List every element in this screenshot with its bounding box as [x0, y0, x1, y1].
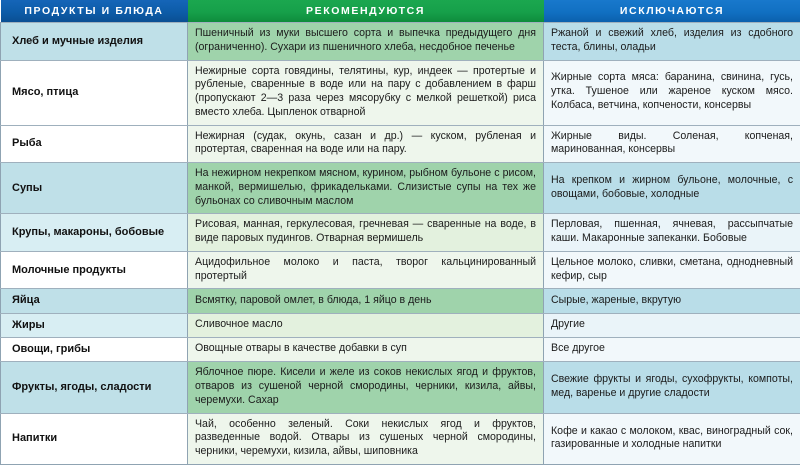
cell-product-category: Фрукты, ягоды, сладости: [1, 362, 188, 413]
cell-product-category: Супы: [1, 163, 188, 214]
table-row: [1, 413, 800, 464]
table-body: [1, 23, 800, 465]
table-row: [1, 338, 800, 362]
header-row: [1, 0, 800, 23]
table-row: [1, 23, 800, 61]
table-row: [1, 60, 800, 125]
cell-recommended-foods: Рисовая, манная, геркулесовая, гречневая — сваренные на воде, в виде паровых пудингов. Отварная вермишель: [188, 214, 544, 252]
cell-recommended-foods: Чай, особенно зеленый. Соки некислых ягод и фруктов, разведенные водой. Отвары из сушеных черной смородины, черники, черемухи, кизила, айвы, шиповника: [188, 413, 544, 464]
table-row: [1, 163, 800, 214]
column-header-recommended: РЕКОМЕНДУЮТСЯ: [188, 0, 544, 23]
cell-recommended-foods: Яблочное пюре. Кисели и желе из соков некислых ягод и фруктов, отваров из сушеной черной смородины, черники, кизила, айвы, черемухи. Сахар: [188, 362, 544, 413]
cell-excluded-foods: Цельное молоко, сливки, сметана, однодневный кефир, сыр: [544, 251, 800, 289]
cell-excluded-foods: Перловая, пшенная, ячневая, рассыпчатые каши. Макаронные запеканки. Бобовые: [544, 214, 800, 252]
cell-excluded-foods: Кофе и какао с молоком, квас, виноградный сок, газированные и холодные напитки: [544, 413, 800, 464]
cell-recommended-foods: Нежирная (судак, окунь, сазан и др.) — куском, рубленая и протертая, сваренная на воде или на пару.: [188, 125, 544, 163]
table-row: [1, 289, 800, 313]
table-header: [1, 0, 800, 23]
cell-recommended-foods: Всмятку, паровой омлет, в блюда, 1 яйцо в день: [188, 289, 544, 313]
cell-product-category: Рыба: [1, 125, 188, 163]
cell-product-category: Напитки: [1, 413, 188, 464]
cell-product-category: Овощи, грибы: [1, 338, 188, 362]
cell-excluded-foods: Другие: [544, 313, 800, 337]
table-row: [1, 251, 800, 289]
cell-excluded-foods: Свежие фрукты и ягоды, сухофрукты, компоты, мед, варенье и другие сладости: [544, 362, 800, 413]
cell-excluded-foods: Жирные виды. Соленая, копченая, маринованная, консервы: [544, 125, 800, 163]
cell-product-category: Яйца: [1, 289, 188, 313]
cell-excluded-foods: На крепком и жирном бульоне, молочные, с овощами, бобовые, холодные: [544, 163, 800, 214]
cell-excluded-foods: Ржаной и свежий хлеб, изделия из сдобного теста, блины, оладьи: [544, 23, 800, 61]
cell-product-category: Хлеб и мучные изделия: [1, 23, 188, 61]
column-header-excluded: ИСКЛЮЧАЮТСЯ: [544, 0, 800, 23]
cell-excluded-foods: Сырые, жареные, вкрутую: [544, 289, 800, 313]
cell-excluded-foods: Все другое: [544, 338, 800, 362]
table-row: [1, 362, 800, 413]
cell-recommended-foods: Сливочное масло: [188, 313, 544, 337]
cell-product-category: Молочные продукты: [1, 251, 188, 289]
cell-recommended-foods: Нежирные сорта говядины, телятины, кур, индеек — протертые и рубленые, сваренные в воде или на пару с добавлением в фарш (пропускают 2—3 раза через мясорубку с мелкой решеткой) риса вместо хлеба. Цыпленок отварной: [188, 60, 544, 125]
cell-product-category: Жиры: [1, 313, 188, 337]
table-row: [1, 313, 800, 337]
column-header-products: ПРОДУКТЫ И БЛЮДА: [1, 0, 188, 23]
cell-recommended-foods: Овощные отвары в качестве добавки в суп: [188, 338, 544, 362]
cell-recommended-foods: Пшеничный из муки высшего сорта и выпечка предыдущего дня (ограниченно). Сухари из пшеничного хлеба, несдобное печенье: [188, 23, 544, 61]
cell-product-category: Мясо, птица: [1, 60, 188, 125]
cell-recommended-foods: На нежирном некрепком мясном, курином, рыбном бульоне с рисом, манкой, вермишелью, фрикадельками. Слизистые супы на тех же бульонах со сливочным маслом: [188, 163, 544, 214]
table-row: [1, 214, 800, 252]
cell-product-category: Крупы, макароны, бобовые: [1, 214, 188, 252]
table-row: [1, 125, 800, 163]
cell-excluded-foods: Жирные сорта мяса: баранина, свинина, гусь, утка. Тушеное или жареное куском мясо. Колбаса, ветчина, копчености, консервы: [544, 60, 800, 125]
cell-recommended-foods: Ацидофильное молоко и паста, творог кальцинированный протертый: [188, 251, 544, 289]
